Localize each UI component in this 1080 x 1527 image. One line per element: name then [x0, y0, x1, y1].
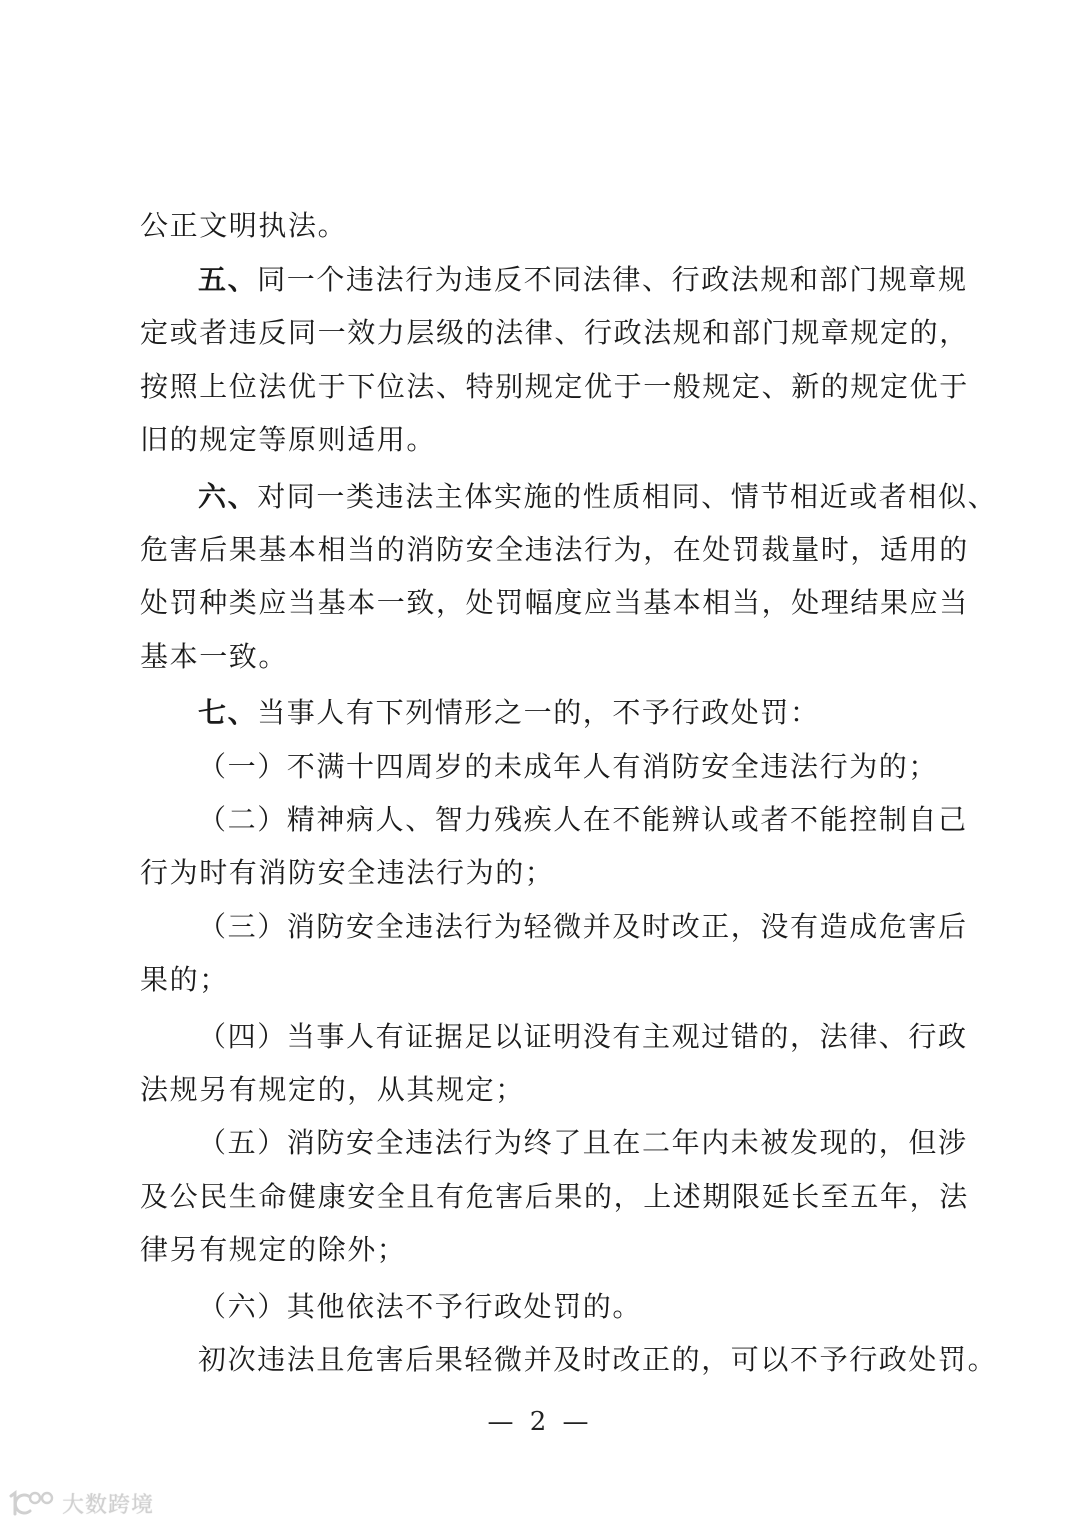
paragraph-5-line-2 — [140, 313, 969, 353]
text-line: 律另有规定的除外； — [140, 1233, 407, 1266]
item-5-line-2 — [140, 1177, 969, 1217]
text-line: 法规另有规定的，从其规定； — [140, 1073, 525, 1106]
text-line: （六）其他依法不予行政处罚的。 — [198, 1290, 643, 1323]
paragraph-7-heading: 七、 — [198, 696, 258, 729]
text-line: 同一个违法行为违反不同法律、行政法规和部门规章规 — [257, 263, 968, 296]
paragraph-6-line-3 — [140, 583, 969, 623]
text-line: 定或者违反同一效力层级的法律、行政法规和部门规章规定的， — [140, 316, 969, 349]
text-line: 初次违法且危害后果轻微并及时改正的，可以不予行政处罚。 — [198, 1343, 998, 1376]
text-line: 行为时有消防安全违法行为的； — [140, 856, 555, 889]
text-line: 处罚种类应当基本一致，处罚幅度应当基本相当，处理结果应当 — [140, 586, 969, 619]
text-line: （一）不满十四周岁的未成年人有消防安全违法行为的； — [198, 750, 939, 783]
paragraph-6-heading: 六、 — [198, 480, 258, 513]
paragraph-5-line-1 — [198, 260, 968, 300]
item-3-line-1 — [198, 907, 968, 947]
text-line: 危害后果基本相当的消防安全违法行为，在处罚裁量时，适用的 — [140, 533, 969, 566]
page-number: — 2 — — [487, 1407, 593, 1437]
text-line: （四）当事人有证据足以证明没有主观过错的，法律、行政 — [198, 1020, 968, 1053]
text-line: 基本一致。 — [140, 640, 289, 673]
item-7-tail-line — [198, 1340, 998, 1380]
paragraph-5-line-3 — [140, 367, 969, 407]
item-4-line-1 — [198, 1017, 968, 1057]
item-1-line-1 — [198, 747, 942, 787]
paragraph-continuation-line — [140, 206, 942, 246]
item-3-line-2 — [140, 960, 942, 1000]
paragraph-6-line-1 — [198, 477, 998, 517]
paragraph-6-line-4 — [140, 637, 942, 677]
item-5-line-3 — [140, 1230, 942, 1270]
item-2-line-1 — [198, 800, 968, 840]
text-line: （二）精神病人、智力残疾人在不能辨认或者不能控制自己 — [198, 803, 968, 836]
text-line: 当事人有下列情形之一的，不予行政处罚： — [257, 696, 820, 729]
text-line: （三）消防安全违法行为轻微并及时改正，没有造成危害后 — [198, 910, 968, 943]
text-line: 公正文明执法。 — [140, 209, 348, 242]
paragraph-7-line-1 — [198, 693, 942, 733]
paragraph-5-line-4 — [140, 420, 942, 460]
watermark-text: 大数跨境 — [62, 1492, 155, 1518]
paragraph-6-line-2 — [140, 530, 969, 570]
text-line: （五）消防安全违法行为终了且在二年内未被发现的，但涉 — [198, 1126, 968, 1159]
watermark — [8, 1486, 154, 1520]
text-line: 按照上位法优于下位法、特别规定优于一般规定、新的规定优于 — [140, 370, 969, 403]
1000-logo-icon — [8, 1488, 56, 1518]
item-5-line-1 — [198, 1123, 968, 1163]
text-line: 及公民生命健康安全且有危害后果的，上述期限延长至五年，法 — [140, 1180, 969, 1213]
item-2-line-2 — [140, 853, 942, 893]
text-line: 果的； — [140, 963, 229, 996]
text-line: 对同一类违法主体实施的性质相同、情节相近或者相似、 — [257, 480, 998, 513]
item-4-line-2 — [140, 1070, 942, 1110]
paragraph-5-heading: 五、 — [198, 263, 258, 296]
text-line: 旧的规定等原则适用。 — [140, 423, 437, 456]
item-6-line-1 — [198, 1287, 942, 1327]
